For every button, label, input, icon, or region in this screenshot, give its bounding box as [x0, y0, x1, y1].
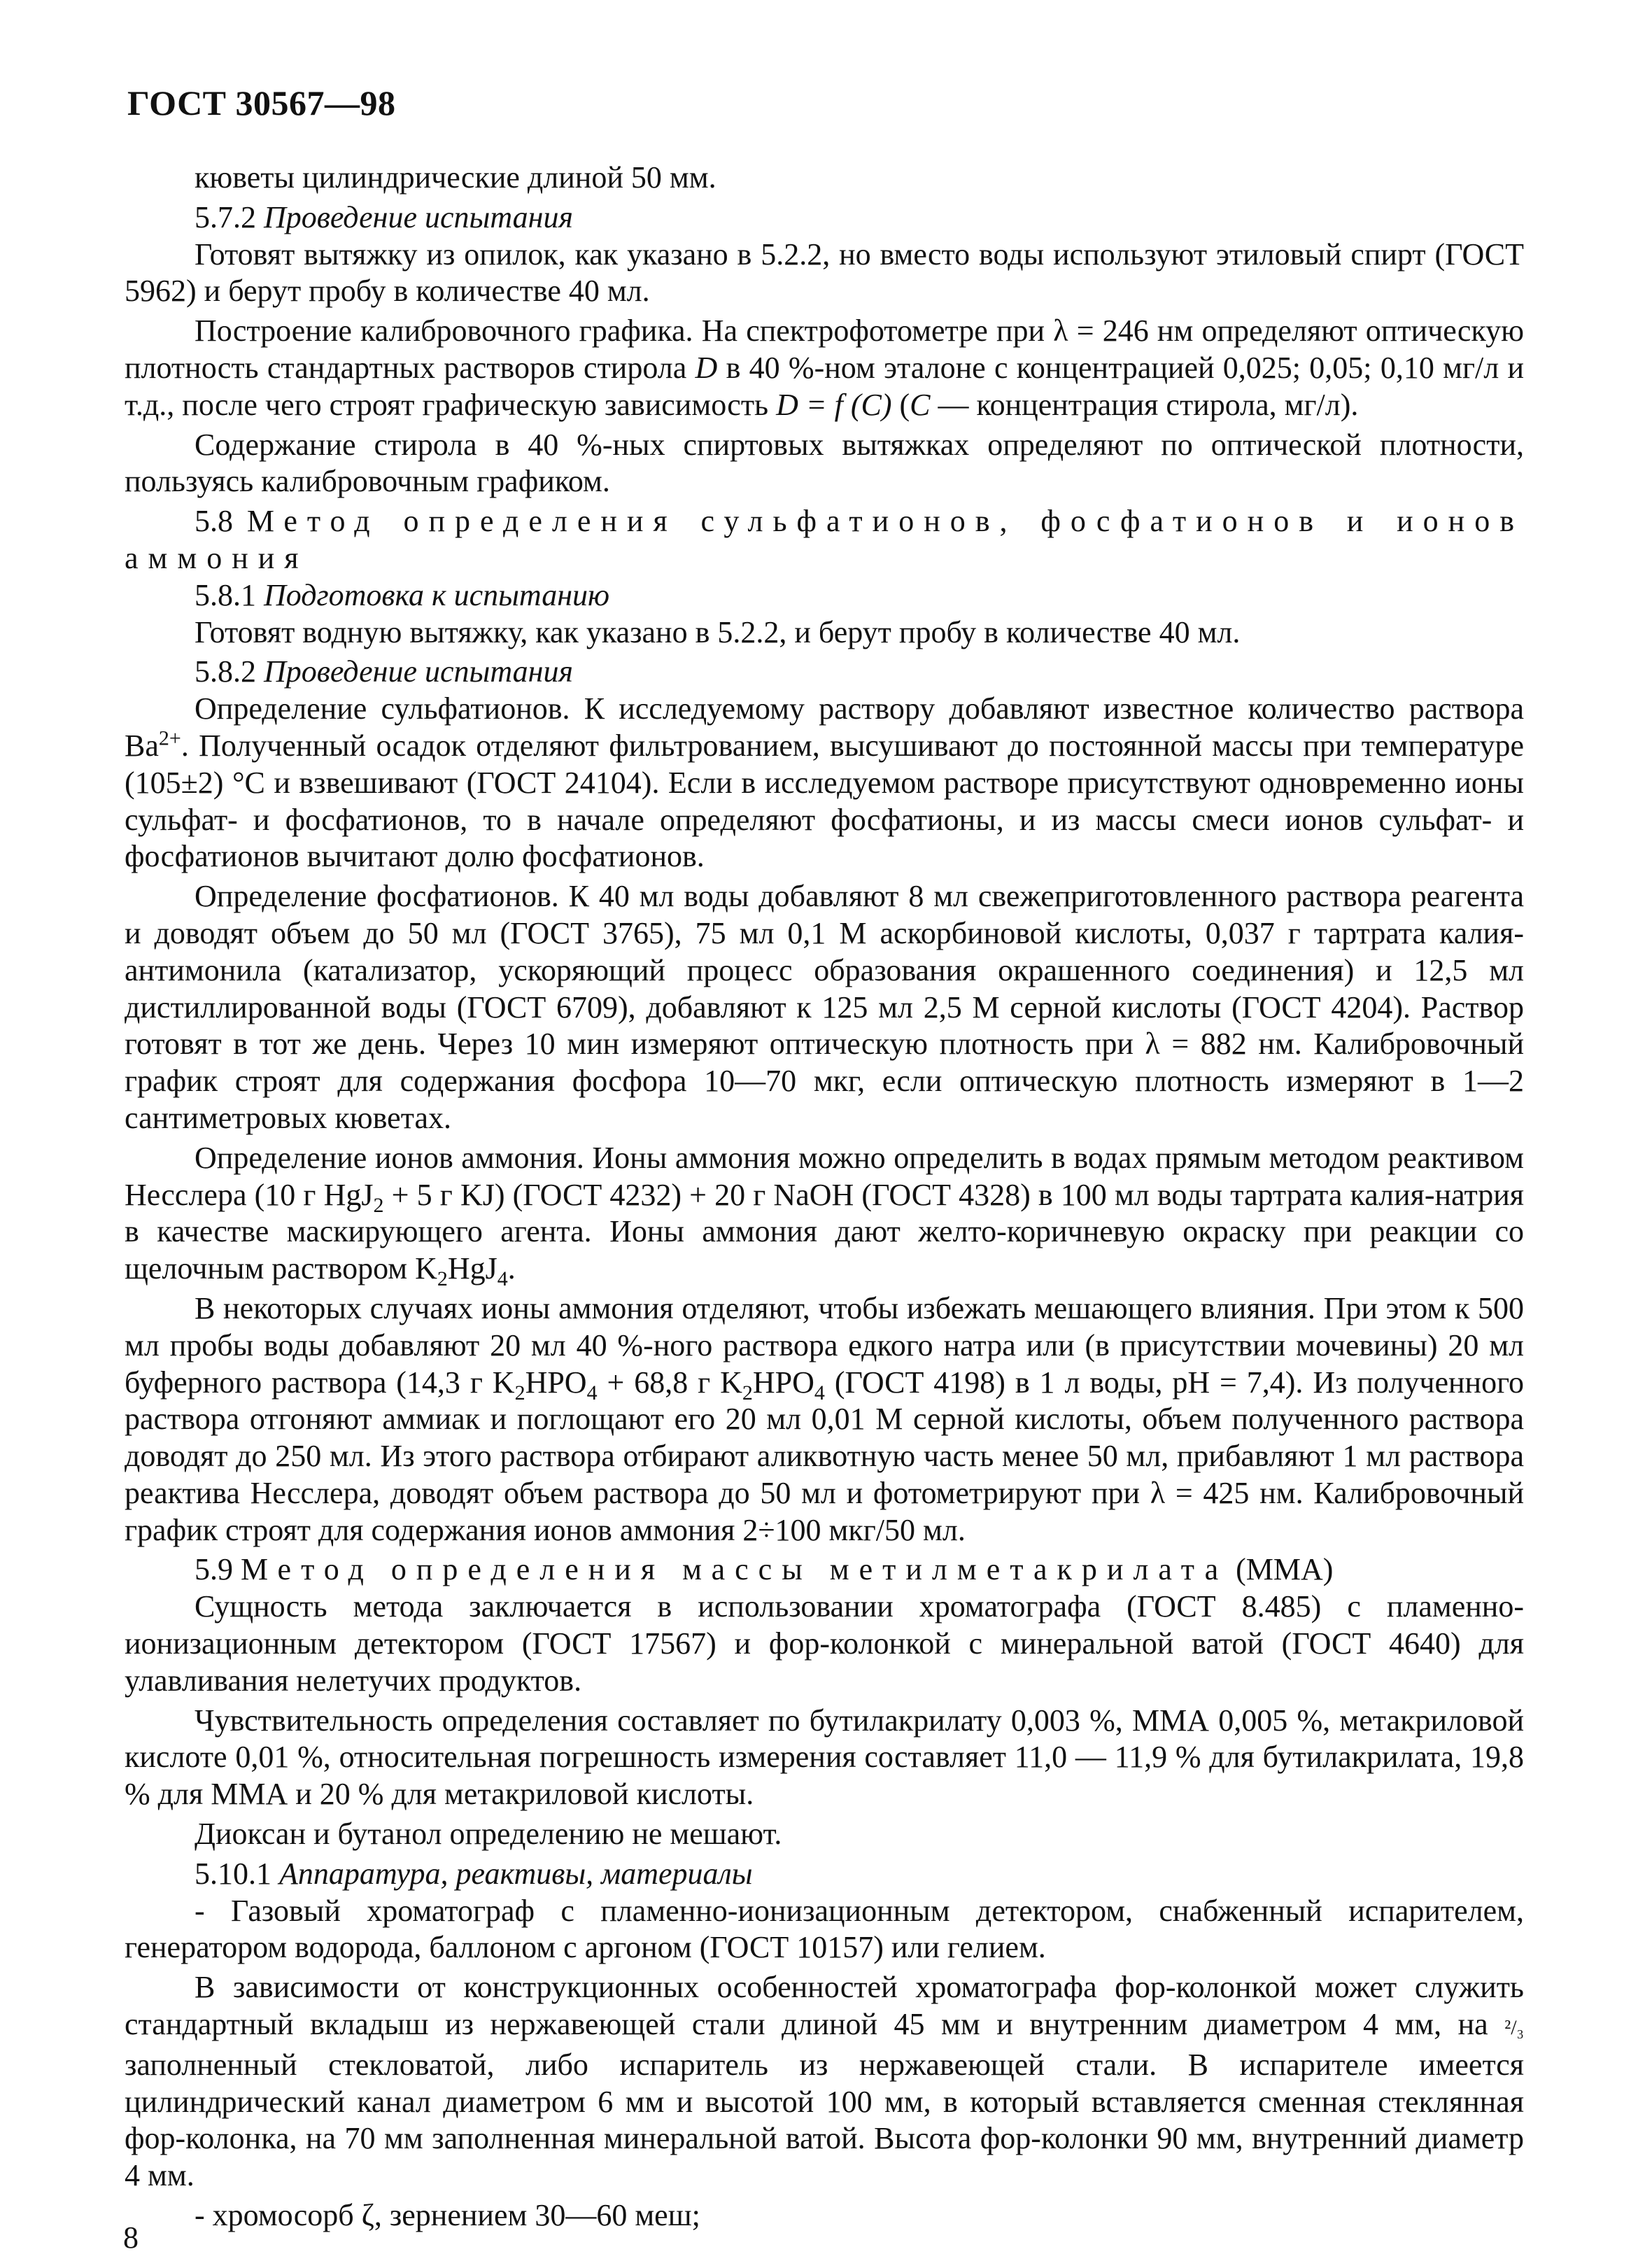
paragraph: В некоторых случаях ионы аммония отделяют, чтобы избежать мешающего влияния. При этом к 500 мл пробы воды добавляют 20 мл 40 %-ного раствора едкого натра или (в присутствии мочевины) 20 мл буферного раствора (14,3 г $K_2HPO_4 + 68,8$ г $K_2HPO_4$ (ГОСТ 4198) в 1 л воды, pH = 7,4). Из полученного раствора отгоняют аммиак и поглощают его 20 мл 0,01 М серной кислоты, объем полученного раствора доводят до 250 мл. Из этого раствора отбирают аликвотную часть менее 50 мл, прибавляют 1 мл раствора реактива Несслера, доводят объем раствора до 50 мл и фотометрируют при λ = 425 нм. Калибровочный график строят для содержания ионов аммония 2÷100 мкг/50 мл.	[125, 1290, 1525, 1547]
document-code: ГОСТ 30567—98	[127, 83, 396, 122]
paragraph: Построение калибровочного графика. На спектрофотометре при λ = 246 нм определяют оптическую плотность стандартных растворов стирола D в 40 %-ном эталоне с концентрацией 0,025; 0,05; 0,10 мг/л и т.д., после чего строят графическую зависимость D = f (C) (C — концентрация стирола, мг/л).	[125, 314, 1524, 422]
paragraph: Сущность метода заключается в использовании хроматографа (ГОСТ 8.485) с пламенно-ионизационным детектором (ГОСТ 17567) и фор-колонкой с минеральной ватой (ГОСТ 4640) для улавливания нелетучих продуктов.	[125, 1589, 1524, 1698]
paragraph: Определение фосфатионов. К 40 мл воды добавляют 8 мл свежеприготовленного раствора реагента и доводят объем до 50 мл (ГОСТ 3765), 75 мл 0,1 М аскорбиновой кислоты, 0,037 г тартрата калия-антимонила (катализатор, ускоряющий процесс образования окрашенного соединения) и 12,5 мл дистиллированной воды (ГОСТ 6709), добавляют к 125 мл 2,5 М серной кислоты (ГОСТ 4204). Раствор готовят в тот же день. Через 10 мин измеряют оптическую плотность при λ = 882 нм. Калибровочный график строят для содержания фосфора 10—70 мкг, если оптическую плотность измеряют в 1—2 сантиметровых кюветах.	[125, 879, 1524, 1135]
section-heading-5-10-1: 5.10.1 Аппаратура, реактивы, материалы	[195, 1856, 753, 1891]
section-heading-5-9: 5.9 Метод определения массы метилметакрилата (ММА)	[195, 1552, 1334, 1587]
section-heading-5-8: 5.8 Метод определения сульфатионов, фосфатионов и ионов аммония	[125, 504, 1525, 575]
section-heading-5-7-2: 5.7.2 Проведение испытания	[195, 199, 573, 234]
page-number: 8	[123, 2220, 139, 2255]
paragraph: Готовят вытяжку из опилок, как указано в 5.2.2, но вместо воды используют этиловый спирт (ГОСТ 5962) и берут пробу в количестве 40 мл.	[125, 237, 1524, 309]
paragraph: кюветы цилиндрические длиной 50 мм.	[195, 160, 716, 195]
paragraph: В зависимости от конструкционных особенностей хроматографа фор-колонкой может служить стандартный вкладыш из нержавеющей стали длиной 45 мм и внутренним диаметром 4 мм, на ²/₃ заполненный стекловатой, либо испаритель из нержавеющей стали. В испарителе имеется цилиндрический канал диаметром 6 мм и высотой 100 мм, в который вставляется сменная стеклянная фор-колонка, на 70 мм заполненная минеральной ватой. Высота фор-колонки 90 мм, внутренний диаметр 4 мм.	[125, 1970, 1524, 2193]
paragraph: Определение сульфатионов. К исследуемому раствору добавляют известное количество раствора $Ba^{2+}$. Полученный осадок отделяют фильтрованием, высушивают до постоянной массы при температуре (105±2) °С и взвешивают (ГОСТ 24104). Если в исследуемом растворе присутствуют одновременно ионы сульфат- и фосфатионов, то в начале определяют фосфатионы, и из массы смеси ионов сульфат- и фосфатионов вычитают долю фосфатионов.	[125, 691, 1524, 874]
document-body	[125, 160, 1524, 2237]
list-item: - хромосорб ζ, зернением 30—60 меш;	[195, 2198, 700, 2233]
paragraph: Чувствительность определения составляет по бутилакрилату 0,003 %, ММА 0,005 %, метакриловой кислоте 0,01 %, относительная погрешность измерения составляет 11,0 — 11,9 % для бутилакрилата, 19,8 % для ММА и 20 % для метакриловой кислоты.	[125, 1703, 1524, 1812]
paragraph: Готовят водную вытяжку, как указано в 5.2.2, и берут пробу в количестве 40 мл.	[195, 614, 1241, 649]
paragraph: Определение ионов аммония. Ионы аммония можно определить в водах прямым методом реактивом Несслера (10 г HgJ$_2$ + 5 г KJ) (ГОСТ 4232) + 20 г NaOH (ГОСТ 4328) в 100 мл воды тартрата калия-натрия в качестве маскирующего агента. Ионы аммония дают желто-коричневую окраску при реакции со щелочным раствором $K_2HgJ_4$.	[125, 1140, 1525, 1290]
paragraph: Содержание стирола в 40 %-ных спиртовых вытяжках определяют по оптической плотности, пользуясь калибровочным графиком.	[125, 427, 1524, 499]
section-heading-5-8-2: 5.8.2 Проведение испытания	[195, 654, 573, 689]
list-item: - Газовый хроматограф с пламенно-ионизационным детектором, снабженный испарителем, генератором водорода, баллоном с аргоном (ГОСТ 10157) или гелием.	[125, 1893, 1524, 1965]
section-heading-5-8-1: 5.8.1 Подготовка к испытанию	[195, 577, 610, 612]
paragraph: Диоксан и бутанол определению не мешают.	[195, 1817, 782, 1852]
